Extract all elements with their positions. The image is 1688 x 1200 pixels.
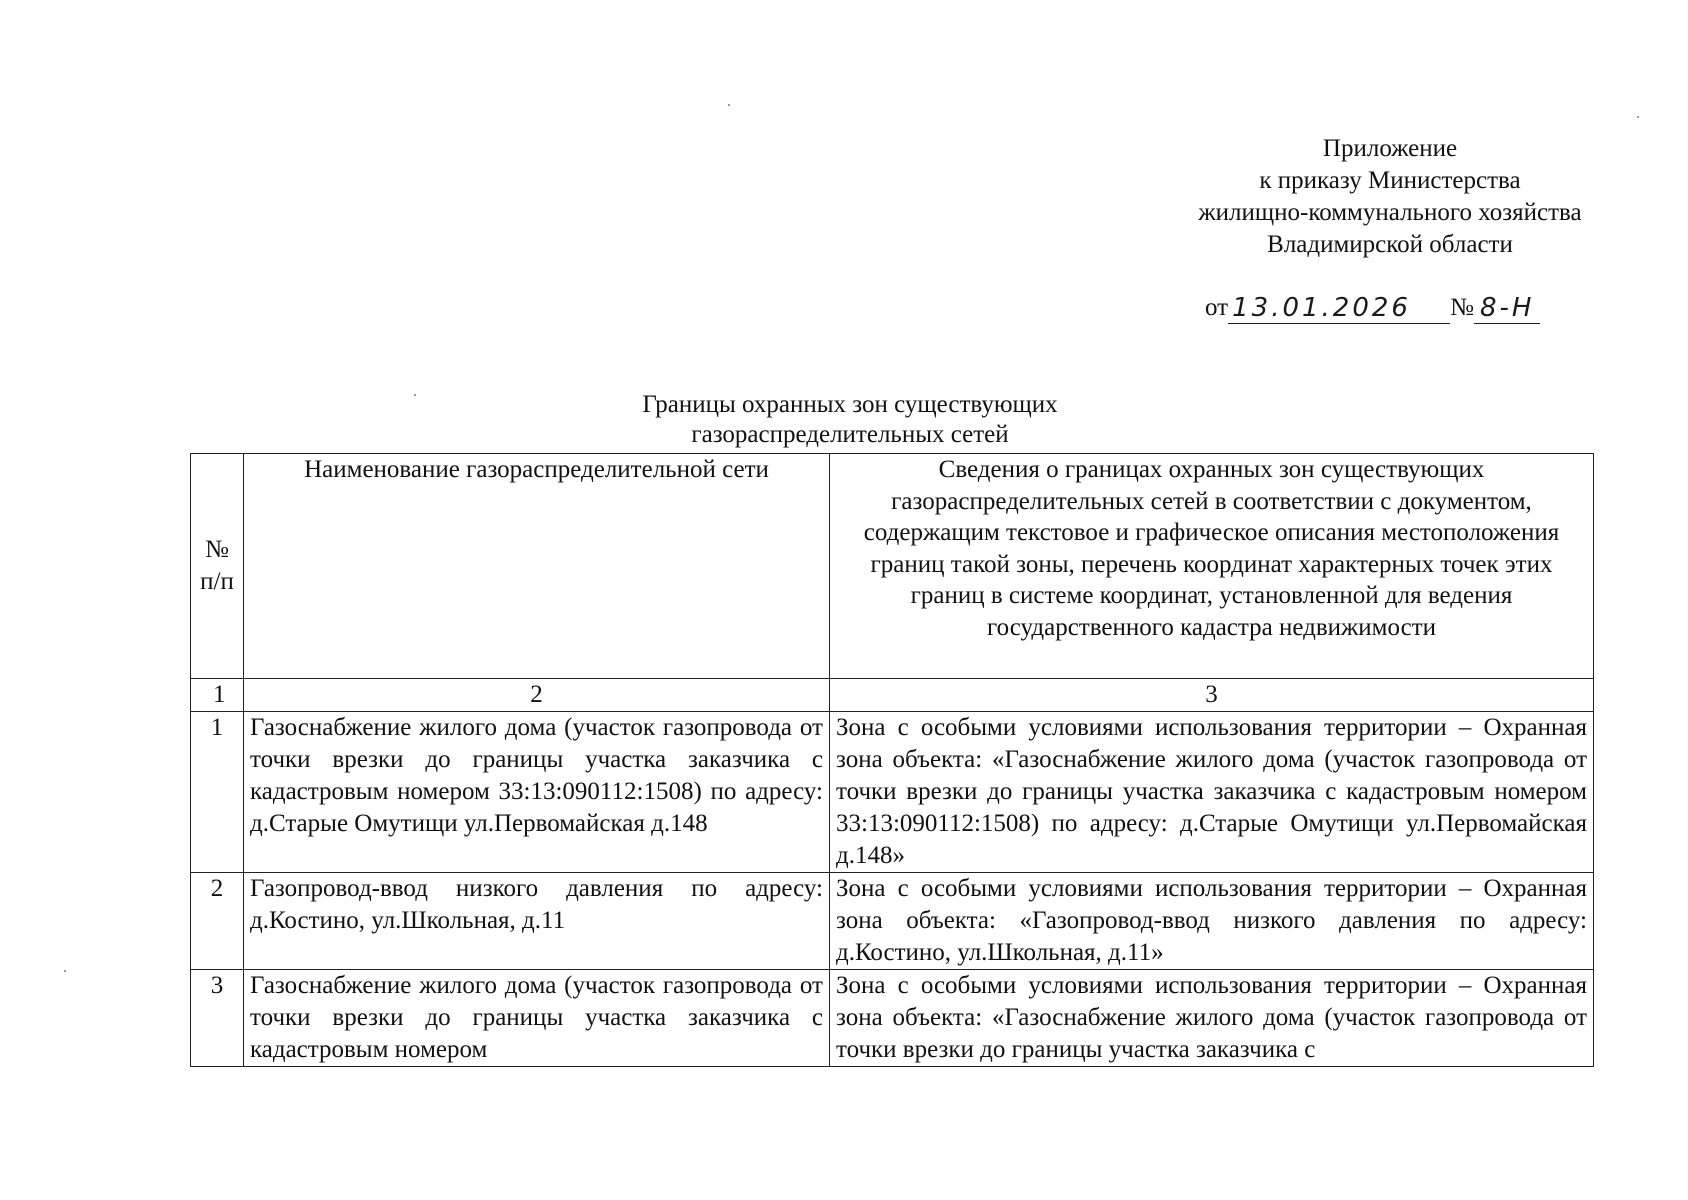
table-header-row (191, 454, 1594, 679)
scan-speck (1637, 116, 1639, 118)
row-network-name: Газоснабжение жилого дома (участок газопровода от точки врезки до границы участка заказчика с кадастровым номером 33:13:090112:1508) по адресу: д.Старые Омутищи ул.Первомайская д.148 (244, 712, 830, 873)
index-cell: 3 (830, 679, 1594, 712)
row-number: 3 (191, 970, 244, 1067)
order-prefix: от (1205, 294, 1229, 321)
appendix-header (1130, 133, 1650, 261)
scan-speck (64, 970, 66, 972)
appendix-line: жилищно-коммунального хозяйства (1198, 199, 1582, 226)
order-date-field (1228, 294, 1450, 324)
order-number-prefix: № (1450, 294, 1474, 321)
scan-speck (728, 104, 730, 106)
handwritten-date: 13.01.2026 (1232, 293, 1411, 323)
scan-speck (414, 394, 416, 396)
row-zone-info: Зона с особыми условиями использования территории – Охранная зона объекта: «Газоснабжение жилого дома (участок газопровода от точки врезки до границы участка заказчика с (830, 970, 1594, 1067)
row-number: 1 (191, 712, 244, 873)
row-number: 2 (191, 873, 244, 970)
row-zone-info: Зона с особыми условиями использования территории – Охранная зона объекта: «Газопровод-ввод низкого давления по адресу: д.Костино, ул.Школьная, д.11» (830, 873, 1594, 970)
title-line-2: газораспределительных сетей (691, 421, 1009, 448)
appendix-line: Владимирской области (1267, 231, 1513, 258)
header-number (191, 454, 244, 679)
row-network-name: Газопровод-ввод низкого давления по адресу: д.Костино, ул.Школьная, д.11 (244, 873, 830, 970)
header-network-name: Наименование газораспределительной сети (244, 454, 830, 679)
table-row (191, 970, 1594, 1067)
handwritten-number: 8-Н (1479, 293, 1535, 323)
table-row (191, 712, 1594, 873)
appendix-line: Приложение (1322, 135, 1458, 162)
appendix-line: к приказу Министерства (1259, 167, 1521, 194)
row-network-name: Газоснабжение жилого дома (участок газопровода от точки врезки до границы участка заказчика с кадастровым номером (244, 970, 830, 1067)
order-date-number (1205, 292, 1540, 324)
protection-zones-table (190, 453, 1594, 1067)
document-title (520, 390, 1180, 450)
row-zone-info: Зона с особыми условиями использования территории – Охранная зона объекта: «Газоснабжение жилого дома (участок газопровода от точки врезки до границы участка заказчика с кадастровым номером 33:13:090112:1508) по адресу: д.Старые Омутищи ул.Первомайская д.148» (830, 712, 1594, 873)
header-zone-info: Сведения о границах охранных зон существующих газораспределительных сетей в соответствии с документом, содержащим текстовое и графическое описания местоположения границ такой зоны, перечень координат характерных точек этих границ в системе координат, установленной для ведения государственного кадастра недвижимости (830, 454, 1594, 679)
index-cell: 1 (191, 679, 244, 712)
order-number-field (1474, 294, 1540, 324)
header-number-text: № п/п (200, 536, 234, 595)
title-line-1: Границы охранных зон существующих (642, 391, 1058, 418)
table-row (191, 873, 1594, 970)
index-cell: 2 (244, 679, 830, 712)
table-index-row (191, 679, 1594, 712)
